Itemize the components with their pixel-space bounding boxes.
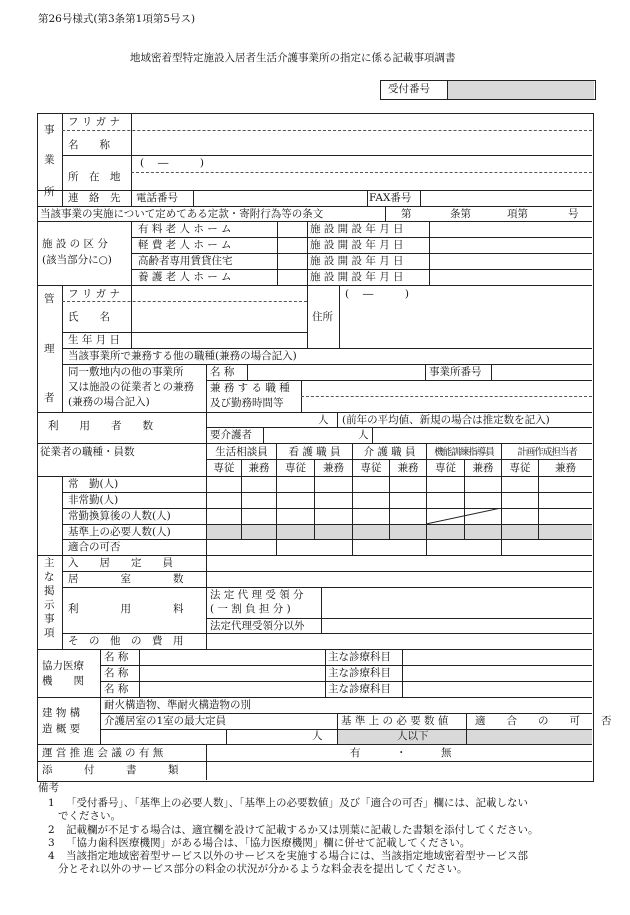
- remark-1-line-2: でください。: [58, 810, 121, 822]
- office-contact-label: 連 絡 先: [68, 192, 121, 204]
- fees-side-4: 示: [44, 599, 55, 611]
- manager-side-2: 理: [44, 343, 55, 355]
- building-label-1: 建 物 構: [42, 707, 81, 719]
- articles-jo: 条第: [450, 208, 471, 220]
- fees-side-1: 主: [44, 557, 55, 569]
- care-recipients-label: 要介護者: [210, 429, 252, 441]
- remarks-title: 備考: [38, 782, 59, 794]
- duty-label-1: 兼 務 す る 職 種: [210, 382, 290, 394]
- room-max-unit: 人: [312, 730, 323, 742]
- room-max-label: 介護居室の1室の最大定員: [104, 715, 227, 727]
- staff-col-therapist: 機能訓練指導員: [434, 447, 494, 458]
- building-conformity-shade: [467, 729, 592, 744]
- remark-3-text: 「協力歯科医療機関」がある場合は、「協力医療機関」欄に併せて記載してください。: [66, 837, 471, 849]
- required-row-shade: [207, 524, 592, 539]
- remark-2-number: 2: [48, 824, 55, 836]
- col-full-3: 専従: [360, 462, 382, 474]
- medical-name-label-2: 名 称: [104, 667, 129, 679]
- manager-side-3: 者: [44, 392, 55, 404]
- col-full-4: 専従: [435, 462, 456, 474]
- other-office-name-label: 名 称: [210, 366, 235, 378]
- col-part-1: 兼務: [248, 462, 270, 474]
- meeting-separator: ・: [396, 747, 407, 759]
- facility-type-2[interactable]: 軽 費 老 人 ホ ー ム: [138, 239, 232, 251]
- manager-name-label: 氏 名: [68, 311, 110, 323]
- row-required: 基準上の必要人数(人): [68, 526, 171, 538]
- col-full-5: 専従: [509, 462, 531, 474]
- col-full-2: 専従: [285, 462, 306, 474]
- room-count-label: 居 室 数: [68, 573, 184, 585]
- fax-label: FAX番号: [369, 192, 412, 204]
- staff-section-label: 従業者の職種・員数: [40, 446, 135, 458]
- staff-col-counselor: 生活相談員: [215, 446, 268, 458]
- duty-label-2: 及び勤務時間等: [210, 397, 284, 409]
- fees-side-3: 掲: [44, 585, 55, 597]
- building-conformity-label: 適 合 の 可 否: [475, 715, 612, 727]
- receipt-number-field[interactable]: [449, 82, 593, 98]
- facility-type-1[interactable]: 有 料 老 人 ホ ー ム: [138, 223, 232, 235]
- row-parttime: 非常勤(人): [68, 494, 119, 506]
- remark-1-line-1: 「受付番号」、「基準上の必要人数」、「基準上の必要数値」及び「適合の可否」欄には、記載しない: [66, 797, 528, 809]
- facility-type-3[interactable]: 高齢者専用賃貸住宅: [138, 255, 233, 267]
- row-conformity: 適合の可否: [68, 541, 121, 553]
- remark-4-line-2: 分とそれ以外のサービス部分の料金の状況が分かるような料金表を提出してください。: [58, 863, 468, 875]
- medical-name-label-1: 名 称: [104, 651, 129, 663]
- other-fees-label: そ の 他 の 費 用: [68, 635, 184, 647]
- meeting-yes[interactable]: 有: [350, 747, 361, 759]
- remark-4-number: 4: [48, 850, 55, 862]
- building-label-2: 造 概 要: [42, 723, 81, 735]
- page-title: 地域密着型特定施設入居者生活介護事業所の指定に係る記載事項調書: [130, 52, 456, 64]
- articles-go: 号: [568, 208, 579, 220]
- medical-name-label-3: 名 称: [104, 683, 129, 695]
- col-part-2: 兼務: [323, 462, 344, 474]
- medical-dept-label-2: 主な診療科目: [328, 667, 391, 679]
- users-count-label: 利 用 者 数: [48, 420, 153, 432]
- remark-3-number: 3: [48, 837, 55, 849]
- col-part-4: 兼務: [472, 462, 494, 474]
- remark-2-text: 記載欄が不足する場合は、適宜欄を設けて記載するか又は別葉に記載した書類を添付してください。: [66, 824, 539, 836]
- meeting-label: 運 営 推 進 会 議 の 有 無: [42, 747, 164, 759]
- receipt-number-label: 受付番号: [388, 83, 430, 95]
- staff-diagonal-line: [426, 508, 501, 524]
- staff-col-caregiver: 介 護 職 員: [363, 446, 416, 458]
- manager-birth-label: 生 年 月 日: [68, 334, 121, 346]
- facility-type-4[interactable]: 養 護 老 人 ホ ー ム: [138, 271, 232, 283]
- required-value-unit: 人以下: [397, 730, 429, 742]
- users-unit: 人: [318, 414, 329, 426]
- office-name-label: 名 称: [68, 139, 110, 151]
- medical-label-1: 協力医療: [42, 660, 84, 672]
- open-date-label-2: 施 設 開 設 年 月 日: [310, 239, 404, 251]
- articles-dai: 第: [401, 208, 412, 220]
- form-number: 第26号様式(第3条第1項第5号ス): [38, 13, 196, 25]
- fees-side-5: 事: [44, 613, 55, 625]
- care-recipients-unit: 人: [358, 429, 369, 441]
- phone-label: 電話番号: [136, 192, 178, 204]
- office-side-2: 業: [44, 154, 55, 166]
- col-part-5: 兼務: [555, 462, 576, 474]
- office-address-label: 所 在 地: [68, 171, 121, 183]
- col-part-3: 兼務: [397, 462, 419, 474]
- required-value-label: 基 準 上 の 必 要 数 値: [341, 715, 449, 727]
- manager-furigana-label: フ リ ガ ナ: [68, 288, 121, 300]
- office-postal-code[interactable]: ( ― ): [140, 157, 205, 169]
- row-fte: 常勤換算後の人数(人): [68, 510, 171, 522]
- facility-type-hint: (該当部分に○): [42, 254, 112, 266]
- meeting-no[interactable]: 無: [441, 747, 452, 759]
- facility-type-label: 施 設 の 区 分: [42, 238, 108, 250]
- usage-fee-label: 利 用 料: [68, 603, 184, 615]
- manager-address-label: 住所: [312, 311, 333, 323]
- proxy-receipt-label: 法 定 代 理 受 領 分: [210, 589, 304, 601]
- open-date-label-3: 施 設 開 設 年 月 日: [310, 255, 404, 267]
- manager-side-1: 管: [44, 293, 55, 305]
- office-side-3: 所: [44, 186, 55, 198]
- non-proxy-label: 法定代理受領分以外: [210, 620, 305, 632]
- residents-capacity-label: 入 居 定 員: [68, 557, 173, 569]
- office-furigana-label: フ リ ガ ナ: [68, 116, 121, 128]
- office-number-label: 事業所番号: [429, 366, 482, 378]
- row-fulltime: 常 勤(人): [68, 478, 119, 490]
- open-date-label-4: 施 設 開 設 年 月 日: [310, 271, 404, 283]
- users-note: (前年の平均値、新規の場合は推定数を記入): [342, 414, 550, 426]
- other-office-label-1: 同一敷地内の他の事業所: [68, 366, 184, 378]
- attachments-label: 添 付 書 類: [42, 764, 179, 776]
- col-full-1: 専従: [213, 462, 235, 474]
- staff-col-nurse: 看 護 職 員: [288, 446, 341, 458]
- copay-label: ( 一 割 負 担 分 ): [210, 603, 291, 615]
- remark-4-line-1: 当該指定地域密着型サービス以外のサービスを実施する場合には、当該指定地域密着型サービス部: [66, 850, 528, 862]
- fire-resistance-label: 耐火構造物、準耐火構造物の別: [104, 699, 251, 711]
- manager-postal-code[interactable]: ( ― ): [345, 288, 410, 300]
- articles-label: 当該事業の実施について定めてある定款・寄附行為等の条文: [40, 208, 324, 220]
- medical-dept-label-1: 主な診療科目: [328, 651, 391, 663]
- open-date-label-1: 施 設 開 設 年 月 日: [310, 223, 404, 235]
- fees-side-2: な: [44, 571, 55, 583]
- articles-ko: 項第: [507, 208, 528, 220]
- other-office-label-2: 又は施設の従業者との兼務: [68, 381, 194, 393]
- medical-dept-label-3: 主な診療科目: [328, 683, 391, 695]
- staff-col-planner: 計画作成担当者: [517, 447, 577, 458]
- office-side-1: 事: [44, 124, 55, 136]
- medical-label-2: 機 関: [42, 675, 84, 687]
- concurrent-duty-label: 当該事業所で兼務する他の職種(兼務の場合記入): [68, 350, 297, 362]
- other-office-label-3: (兼務の場合記入): [68, 396, 150, 408]
- fees-side-6: 項: [44, 627, 55, 639]
- remark-1-number: 1: [48, 797, 55, 809]
